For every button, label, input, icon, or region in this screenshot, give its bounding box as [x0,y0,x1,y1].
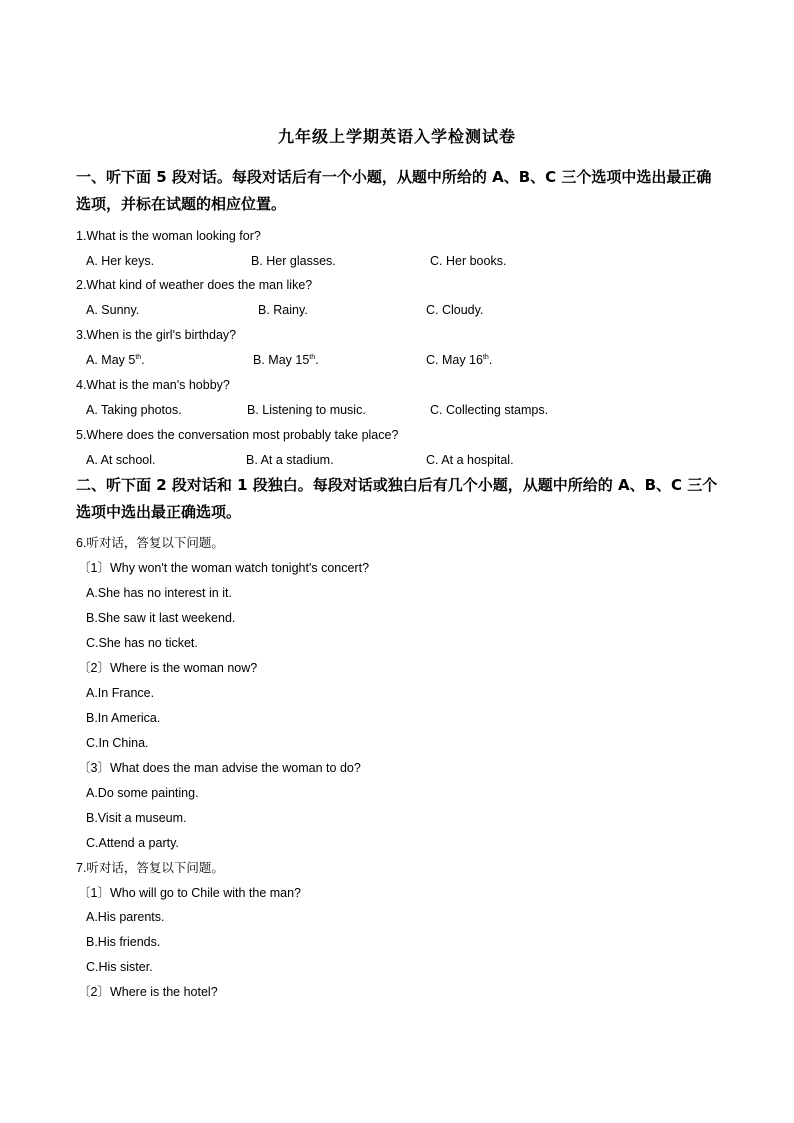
option-b-end: . [315,353,319,367]
question-1-option-c: C. Her books. [430,254,507,268]
question-6-intro: 6.听对话，答复以下问题。 [76,536,224,550]
question-6-2: 〔2〕Where is the woman now? [78,661,258,675]
question-1: 1.What is the woman looking for? [76,229,261,243]
question-7-1-option-b: B.His friends. [86,935,161,949]
question-6-3-option-a: A.Do some painting. [86,786,199,800]
question-2-option-b: B. Rainy. [258,303,308,317]
question-2: 2.What kind of weather does the man like? [76,278,313,292]
page-title: 九年级上学期英语入学检测试卷 [277,127,516,146]
question-6-3-option-b: B.Visit a museum. [86,811,187,825]
question-7-1-option-c: C.His sister. [86,960,153,974]
question-6-2-option-c: C.In China. [86,736,149,750]
question-6-1-option-b: B.She saw it last weekend. [86,611,236,625]
question-5-option-a: A. At school. [86,453,156,467]
question-7-1: 〔1〕Who will go to Chile with the man? [78,886,302,900]
question-6-1: 〔1〕Why won't the woman watch tonight's concert? [78,561,370,575]
option-b-text: B. May 15 [253,353,310,367]
question-6-3: 〔3〕What does the man advise the woman to do? [78,761,361,775]
ordinal-suffix: th [309,353,316,361]
question-1-option-a: A. Her keys. [86,254,155,268]
ordinal-suffix: th [135,353,142,361]
question-5-option-c: C. At a hospital. [426,453,514,467]
question-4: 4.What is the man's hobby? [76,378,230,392]
question-5: 5.Where does the conversation most probably take place? [76,428,399,442]
question-4-option-c: C. Collecting stamps. [430,403,549,417]
ordinal-suffix: th [482,353,489,361]
question-6-2-option-b: B.In America. [86,711,161,725]
option-c-text: C. May 16 [426,353,483,367]
question-7-1-option-a: A.His parents. [86,910,165,924]
question-2-option-c: C. Cloudy. [426,303,484,317]
question-4-option-b: B. Listening to music. [247,403,366,417]
question-7-intro: 7.听对话，答复以下问题。 [76,861,224,875]
question-5-option-b: B. At a stadium. [246,453,334,467]
question-7-2: 〔2〕Where is the hotel? [78,985,218,999]
question-6-1-option-c: C.She has no ticket. [86,636,198,650]
question-6-2-option-a: A.In France. [86,686,155,700]
option-a-end: . [141,353,145,367]
question-6-3-option-c: C.Attend a party. [86,836,179,850]
question-3: 3.When is the girl's birthday? [76,328,237,342]
question-3-option-b [253,352,319,368]
question-2-option-a: A. Sunny. [86,303,140,317]
option-a-text: A. May 5 [86,353,136,367]
question-4-option-a: A. Taking photos. [86,403,182,417]
section-1-heading: 一、听下面 5 段对话。每段对话后有一个小题，从题中所给的 A、B、C 三个选项中选出最正确选项，并标在试题的相应位置。 [76,168,712,213]
question-6-1-option-a: A.She has no interest in it. [86,586,232,600]
question-1-option-b: B. Her glasses. [251,254,336,268]
question-3-option-a [86,352,145,368]
option-c-end: . [488,353,493,367]
section-2-heading: 二、听下面 2 段对话和 1 段独白。每段对话或独白后有几个小题，从题中所给的 A、B、C 三个选项中选出最正确选项。 [76,476,718,521]
question-3-option-c [426,352,492,368]
